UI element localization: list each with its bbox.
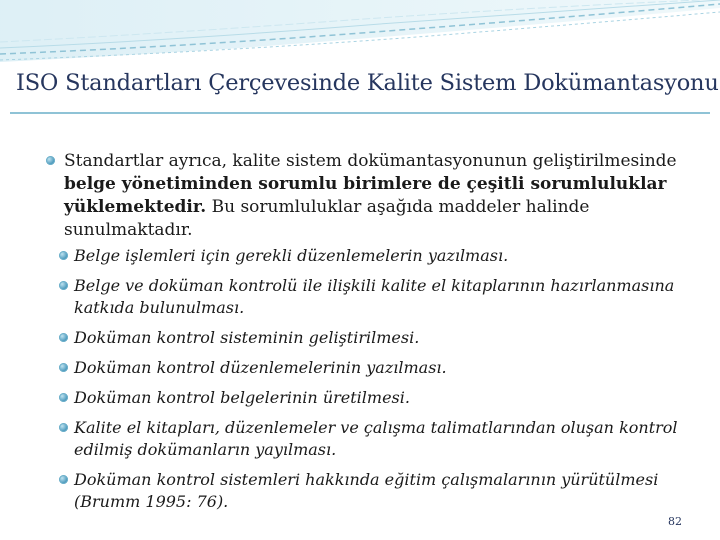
main-bullet-text-2: Bu sorumluluklar aşağıda maddeler halinde sunulmaktadır.: [64, 197, 590, 240]
bullet-icon: [46, 156, 55, 165]
sub-bullet-text: Belge ve doküman kontrolü ile ilişkili kalite el kitaplarının hazırlanmasına katkıda bulunulması.: [74, 276, 675, 317]
main-bullet-text-1: Standartlar ayrıca, kalite sistem dokümantasyonunun geliştirilmesinde: [64, 151, 677, 171]
slide-title: ISO Standartları Çerçevesinde Kalite Sistem Dokümantasyonu: [16, 70, 719, 96]
list-item: [44, 469, 704, 513]
sub-bullet-text: Doküman kontrol düzenlemelerinin yazılması.: [74, 358, 447, 377]
bullet-icon: [59, 251, 68, 260]
list-item: [44, 387, 704, 409]
bullet-icon: [59, 333, 68, 342]
decorative-header-waves: [0, 0, 720, 80]
list-item: [44, 275, 704, 319]
sub-bullet-list: [44, 245, 704, 513]
list-item: [44, 357, 704, 379]
bullet-icon: [59, 475, 68, 484]
page-number: 82: [668, 515, 682, 528]
title-underline: [10, 112, 710, 114]
bullet-icon: [59, 423, 68, 432]
list-item: [44, 327, 704, 349]
sub-bullet-text: Doküman kontrol belgelerinin üretilmesi.: [74, 388, 410, 407]
sub-bullet-text: Kalite el kitapları, düzenlemeler ve çalışma talimatlarından oluşan kontrol edilmiş dokümanların yayılması.: [74, 418, 678, 459]
sub-bullet-text: Doküman kontrol sistemleri hakkında eğitim çalışmalarının yürütülmesi (Brumm 1995: 76).: [74, 470, 659, 511]
sub-bullet-text: Doküman kontrol sisteminin geliştirilmesi.: [74, 328, 420, 347]
slide-content: [44, 150, 704, 521]
main-bullet-bold-text: belge yönetiminden sorumlu birimlere de çeşitli sorumluluklar yüklemektedir.: [64, 174, 667, 217]
main-bullet: [44, 150, 704, 242]
list-item: [44, 417, 704, 461]
sub-bullet-text: Belge işlemleri için gerekli düzenlemelerin yazılması.: [74, 246, 509, 265]
bullet-icon: [59, 281, 68, 290]
bullet-icon: [59, 363, 68, 372]
bullet-icon: [59, 393, 68, 402]
list-item: [44, 245, 704, 267]
